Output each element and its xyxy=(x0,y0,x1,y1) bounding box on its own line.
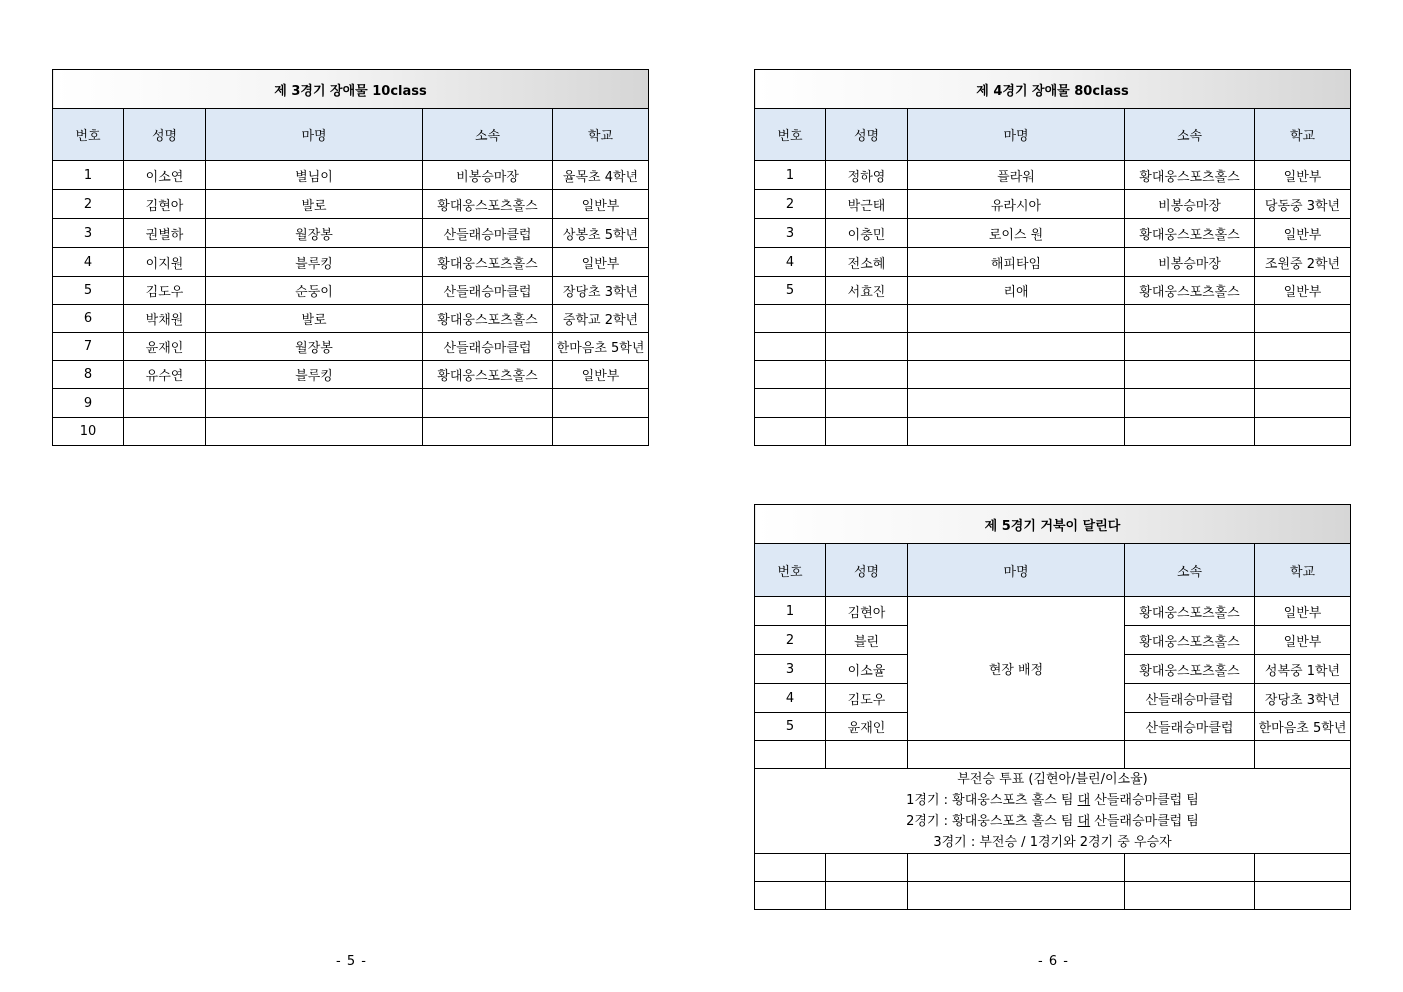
cell-number: 4 xyxy=(755,684,826,713)
header-school: 학교 xyxy=(553,109,649,161)
cell-club xyxy=(423,418,553,446)
cell-school: 한마음초 5학년 xyxy=(553,333,649,361)
cell-club xyxy=(1125,389,1255,418)
race3-table xyxy=(52,69,649,446)
cell-number: 2 xyxy=(53,190,124,219)
cell-name: 김현아 xyxy=(826,597,908,626)
table-row xyxy=(755,277,1351,305)
cell-number: 5 xyxy=(755,713,826,741)
table-row xyxy=(53,305,649,333)
cell-school xyxy=(553,418,649,446)
cell-club: 산들래승마클럽 xyxy=(423,333,553,361)
cell-empty xyxy=(1125,741,1255,769)
note-match-3: 3경기 : 부전승 / 1경기와 2경기 중 우승자 xyxy=(933,835,1172,850)
cell-school: 당동중 3학년 xyxy=(1255,190,1351,219)
horse-merged-cell: 현장 배정 xyxy=(908,597,1125,741)
table-row xyxy=(53,418,649,446)
table-row xyxy=(755,418,1351,446)
cell-club: 황대웅스포츠홀스 xyxy=(423,248,553,277)
cell-name: 윤재인 xyxy=(826,713,908,741)
table-row xyxy=(53,219,649,248)
cell-name: 김도우 xyxy=(826,684,908,713)
cell-name: 이충민 xyxy=(826,219,908,248)
cell-club: 황대웅스포츠홀스 xyxy=(1125,161,1255,190)
cell-club: 비봉승마장 xyxy=(1125,248,1255,277)
cell-club xyxy=(1125,305,1255,333)
cell-name xyxy=(826,361,908,389)
note-match-2-pre: 2경기 : 황대웅스포츠 홀스 팀 xyxy=(906,814,1078,829)
cell-name: 이지원 xyxy=(124,248,206,277)
header-number: 번호 xyxy=(755,544,826,597)
table-row xyxy=(755,219,1351,248)
page-number-right: - 6 - xyxy=(1038,954,1069,969)
cell-name: 김현아 xyxy=(124,190,206,219)
table-row xyxy=(755,161,1351,190)
race4-title: 제 4경기 장애물 80class xyxy=(755,70,1351,109)
cell-number: 3 xyxy=(755,219,826,248)
cell-school xyxy=(1255,389,1351,418)
cell-number: 6 xyxy=(53,305,124,333)
cell-school: 장당초 3학년 xyxy=(553,277,649,305)
table-row xyxy=(53,248,649,277)
cell-school: 일반부 xyxy=(1255,597,1351,626)
cell-empty xyxy=(826,854,908,882)
cell-school: 조원중 2학년 xyxy=(1255,248,1351,277)
cell-name xyxy=(826,305,908,333)
header-horse: 마명 xyxy=(908,109,1125,161)
table-row xyxy=(755,361,1351,389)
cell-club: 황대웅스포츠홀스 xyxy=(1125,626,1255,655)
cell-number: 5 xyxy=(53,277,124,305)
header-horse: 마명 xyxy=(206,109,423,161)
cell-empty xyxy=(1255,741,1351,769)
cell-school: 일반부 xyxy=(553,248,649,277)
cell-name: 권별하 xyxy=(124,219,206,248)
cell-horse: 월장봉 xyxy=(206,333,423,361)
cell-school xyxy=(1255,305,1351,333)
cell-number: 10 xyxy=(53,418,124,446)
header-club: 소속 xyxy=(423,109,553,161)
cell-horse: 블루킹 xyxy=(206,361,423,389)
race4-table xyxy=(754,69,1351,446)
cell-number xyxy=(755,305,826,333)
cell-number: 3 xyxy=(53,219,124,248)
cell-school: 일반부 xyxy=(1255,626,1351,655)
cell-horse: 발로 xyxy=(206,305,423,333)
cell-school: 일반부 xyxy=(1255,219,1351,248)
cell-horse: 리애 xyxy=(908,277,1125,305)
cell-club: 황대웅스포츠홀스 xyxy=(423,305,553,333)
cell-club xyxy=(1125,418,1255,446)
cell-horse xyxy=(908,305,1125,333)
cell-school xyxy=(1255,361,1351,389)
bye-notes xyxy=(755,769,1351,854)
table-row xyxy=(53,190,649,219)
cell-name: 이소연 xyxy=(124,161,206,190)
cell-club: 산들래승마클럽 xyxy=(1125,713,1255,741)
cell-empty xyxy=(908,741,1125,769)
cell-horse xyxy=(908,361,1125,389)
cell-horse: 유라시아 xyxy=(908,190,1125,219)
race5-title: 제 5경기 거북이 달린다 xyxy=(755,505,1351,544)
cell-club: 황대웅스포츠홀스 xyxy=(423,361,553,389)
note-match-2 xyxy=(755,811,1350,832)
cell-club: 산들래승마클럽 xyxy=(423,219,553,248)
cell-name: 정하영 xyxy=(826,161,908,190)
cell-name: 윤재인 xyxy=(124,333,206,361)
cell-number: 1 xyxy=(755,161,826,190)
table-row xyxy=(53,277,649,305)
cell-name: 유수연 xyxy=(124,361,206,389)
cell-name: 박근태 xyxy=(826,190,908,219)
cell-number xyxy=(755,418,826,446)
header-horse: 마명 xyxy=(908,544,1125,597)
cell-horse xyxy=(908,333,1125,361)
note-bye-vote: 부전승 투표 (김현아/블린/이소율) xyxy=(957,772,1148,787)
cell-school: 상봉초 5학년 xyxy=(553,219,649,248)
note-match-1 xyxy=(755,790,1350,811)
table-row xyxy=(755,305,1351,333)
cell-name xyxy=(826,418,908,446)
cell-school: 장당초 3학년 xyxy=(1255,684,1351,713)
cell-name xyxy=(124,418,206,446)
cell-club xyxy=(1125,361,1255,389)
cell-school: 중학교 2학년 xyxy=(553,305,649,333)
cell-horse xyxy=(908,418,1125,446)
cell-club: 비봉승마장 xyxy=(1125,190,1255,219)
cell-empty xyxy=(826,741,908,769)
cell-horse: 플라워 xyxy=(908,161,1125,190)
header-number: 번호 xyxy=(755,109,826,161)
cell-name: 서효진 xyxy=(826,277,908,305)
race5-table xyxy=(754,504,1351,910)
cell-number: 5 xyxy=(755,277,826,305)
cell-empty xyxy=(908,854,1125,882)
cell-number: 2 xyxy=(755,626,826,655)
note-match-2-vs: 대 xyxy=(1077,814,1091,829)
cell-name xyxy=(124,389,206,418)
cell-horse: 월장봉 xyxy=(206,219,423,248)
cell-empty xyxy=(1255,882,1351,910)
header-school: 학교 xyxy=(1255,109,1351,161)
cell-empty xyxy=(755,741,826,769)
cell-number: 9 xyxy=(53,389,124,418)
cell-club: 황대웅스포츠홀스 xyxy=(1125,277,1255,305)
table-row xyxy=(755,854,1351,882)
table-row xyxy=(755,333,1351,361)
cell-school: 일반부 xyxy=(1255,277,1351,305)
cell-club: 황대웅스포츠홀스 xyxy=(1125,597,1255,626)
table-row xyxy=(755,190,1351,219)
cell-club: 산들래승마클럽 xyxy=(1125,684,1255,713)
cell-school: 율목초 4학년 xyxy=(553,161,649,190)
cell-empty xyxy=(1255,854,1351,882)
cell-horse xyxy=(908,389,1125,418)
cell-name: 블린 xyxy=(826,626,908,655)
cell-horse: 로이스 원 xyxy=(908,219,1125,248)
cell-club: 황대웅스포츠홀스 xyxy=(1125,219,1255,248)
cell-school xyxy=(1255,333,1351,361)
cell-empty xyxy=(755,882,826,910)
cell-club: 산들래승마클럽 xyxy=(423,277,553,305)
note-match-1-pre: 1경기 : 황대웅스포츠 홀스 팀 xyxy=(906,793,1078,808)
cell-horse: 별님이 xyxy=(206,161,423,190)
cell-school: 일반부 xyxy=(553,190,649,219)
cell-name: 전소혜 xyxy=(826,248,908,277)
cell-horse: 블루킹 xyxy=(206,248,423,277)
header-name: 성명 xyxy=(826,544,908,597)
table-row xyxy=(53,389,649,418)
cell-name: 이소율 xyxy=(826,655,908,684)
cell-number: 8 xyxy=(53,361,124,389)
cell-number: 2 xyxy=(755,190,826,219)
cell-school: 일반부 xyxy=(1255,161,1351,190)
cell-club: 황대웅스포츠홀스 xyxy=(1125,655,1255,684)
cell-name: 박채원 xyxy=(124,305,206,333)
cell-horse: 발로 xyxy=(206,190,423,219)
cell-horse: 순둥이 xyxy=(206,277,423,305)
header-name: 성명 xyxy=(124,109,206,161)
cell-empty xyxy=(755,854,826,882)
cell-number: 4 xyxy=(53,248,124,277)
table-row xyxy=(53,161,649,190)
page-number-left: - 5 - xyxy=(336,954,367,969)
table-row xyxy=(53,333,649,361)
header-number: 번호 xyxy=(53,109,124,161)
cell-name xyxy=(826,333,908,361)
cell-empty xyxy=(1125,854,1255,882)
header-club: 소속 xyxy=(1125,109,1255,161)
table-row xyxy=(755,248,1351,277)
cell-empty xyxy=(1125,882,1255,910)
cell-horse xyxy=(206,389,423,418)
note-match-1-post: 산들래승마클럽 팀 xyxy=(1090,793,1199,808)
cell-empty xyxy=(908,882,1125,910)
cell-number xyxy=(755,389,826,418)
table-row xyxy=(755,597,1351,626)
cell-number: 4 xyxy=(755,248,826,277)
cell-school: 성복중 1학년 xyxy=(1255,655,1351,684)
note-match-1-vs: 대 xyxy=(1077,793,1091,808)
table-row xyxy=(53,361,649,389)
note-match-2-post: 산들래승마클럽 팀 xyxy=(1090,814,1199,829)
cell-name: 김도우 xyxy=(124,277,206,305)
cell-club: 황대웅스포츠홀스 xyxy=(423,190,553,219)
cell-school: 한마음초 5학년 xyxy=(1255,713,1351,741)
table-row xyxy=(755,882,1351,910)
cell-number: 3 xyxy=(755,655,826,684)
cell-number xyxy=(755,333,826,361)
cell-club: 비봉승마장 xyxy=(423,161,553,190)
cell-number: 1 xyxy=(755,597,826,626)
table-row xyxy=(755,741,1351,769)
cell-name xyxy=(826,389,908,418)
cell-club xyxy=(423,389,553,418)
cell-school xyxy=(553,389,649,418)
cell-horse xyxy=(206,418,423,446)
cell-club xyxy=(1125,333,1255,361)
cell-empty xyxy=(826,882,908,910)
header-name: 성명 xyxy=(826,109,908,161)
header-school: 학교 xyxy=(1255,544,1351,597)
race3-title: 제 3경기 장애물 10class xyxy=(53,70,649,109)
cell-number xyxy=(755,361,826,389)
cell-horse: 해피타임 xyxy=(908,248,1125,277)
cell-number: 1 xyxy=(53,161,124,190)
cell-school xyxy=(1255,418,1351,446)
cell-school: 일반부 xyxy=(553,361,649,389)
table-row xyxy=(755,389,1351,418)
header-club: 소속 xyxy=(1125,544,1255,597)
cell-number: 7 xyxy=(53,333,124,361)
